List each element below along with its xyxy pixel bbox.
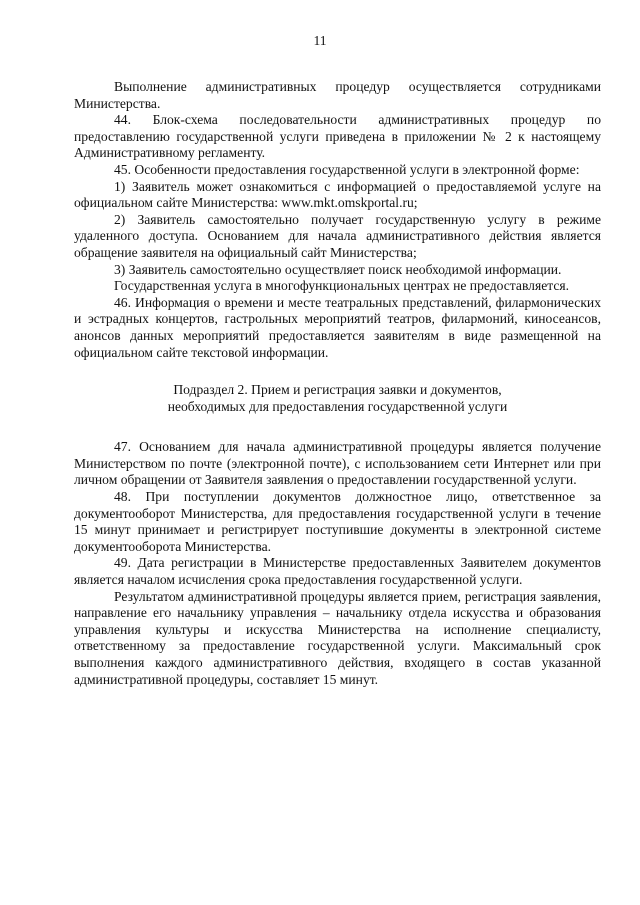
subsection-heading	[74, 382, 601, 415]
page-number: 11	[313, 33, 327, 48]
paragraph-48: 48. При поступлении документов должностное лицо, ответственное за документооборот Министерства, для предоставления государственной услуги в течение 15 минут принимает и регистрирует поступившие документы в электронной системе документооборота Министерства.	[74, 489, 601, 554]
paragraph-45-item-1: 1) Заявитель может ознакомиться с информацией о предоставляемой услуге на официальном сайте Министерства: www.mkt.omskportal.ru;	[74, 178, 601, 211]
paragraph-44: 44. Блок-схема последовательности административных процедур по предоставлению государственной услуги приведена в приложении № 2 к настоящему Административному регламенту.	[74, 112, 601, 161]
paragraph-45: 45. Особенности предоставления государственной услуги в электронной форме:	[114, 161, 580, 177]
document-body	[74, 79, 601, 688]
subsection-heading-line-1: Подраздел 2. Прием и регистрация заявки и документов,	[173, 382, 502, 398]
paragraph-46: 46. Информация о времени и месте театральных представлений, филармонических и эстрадных концертов, гастрольных мероприятий театров, филармоний, киносеансов, анонсов данных мероприятий предоставляется заявителям в виде размещенной на официальном сайте текстовой информации.	[74, 294, 601, 360]
subsection-heading-line-2: необходимых для предоставления государственной услуги	[167, 398, 508, 414]
paragraph-result: Результатом административной процедуры является прием, регистрация заявления, направление его начальнику управления – начальнику отдела искусства и образования управления культуры и искусства Министерства на исполнение специалисту, ответственному за предоставление государственной услуги. Максимальный срок выполнения каждого административного действия, входящего в состав указанной административной процедуры, составляет 15 минут.	[74, 588, 601, 687]
paragraph-45-item-3: 3) Заявитель самостоятельно осуществляет поиск необходимой информации.	[114, 261, 562, 277]
paragraph-49: 49. Дата регистрации в Министерстве предоставленных Заявителем документов является началом исчисления срока предоставления государственной услуги.	[74, 555, 601, 588]
paragraph-47: 47. Основанием для начала административной процедуры является получение Министерством по почте (электронной почте), с использованием сети Интернет или при личном обращении от Заявителя заявления о предоставлении государственной услуги.	[74, 439, 601, 488]
paragraph-mfc-note: Государственная услуга в многофункциональных центрах не предоставляется.	[114, 278, 570, 294]
paragraph-intro: Выполнение административных процедур осуществляется сотрудниками Министерства.	[74, 79, 601, 111]
paragraph-45-item-2: 2) Заявитель самостоятельно получает государственную услугу в режиме удаленного доступа. Основанием для начала административного действия является обращение заявителя на официальный сайт Министерства;	[74, 211, 601, 260]
